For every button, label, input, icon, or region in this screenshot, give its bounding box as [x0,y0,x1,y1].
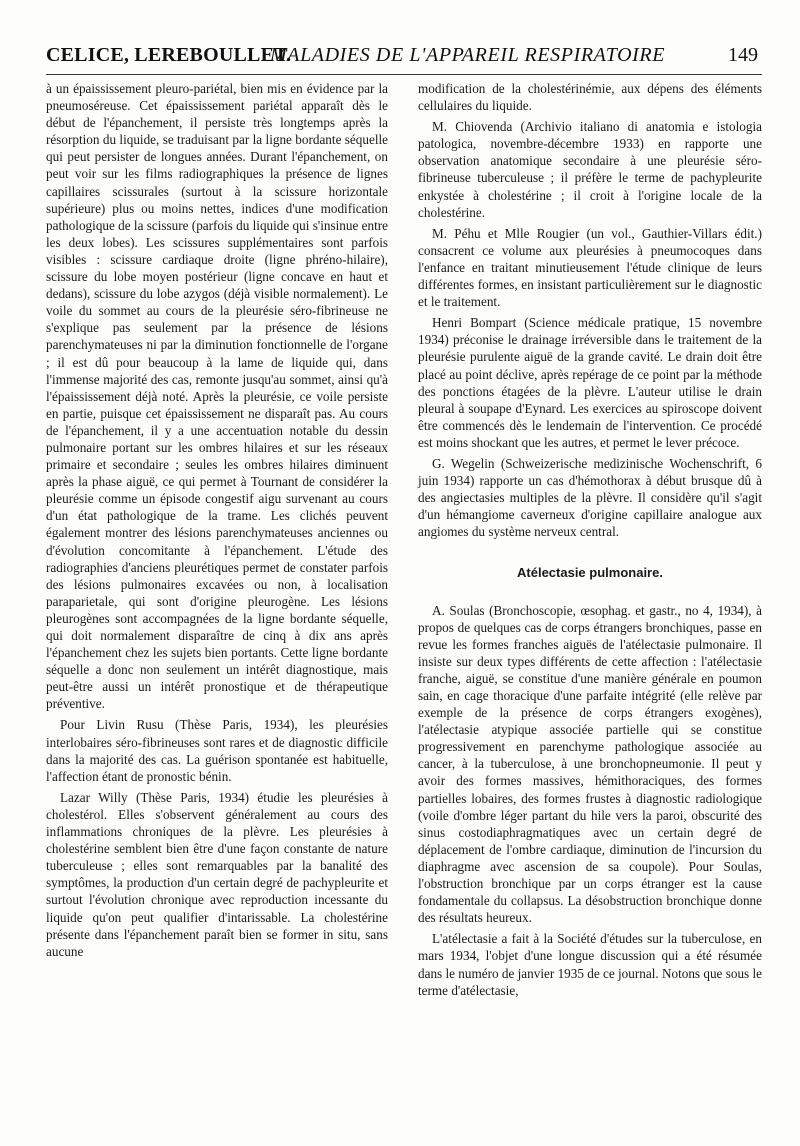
paragraph: G. Wegelin (Schweizerische medizinische Wochenschrift, 6 juin 1934) rapporte un cas d'hémothorax à début brusque dû à des angiectasies multiples de la plèvre. Il considère qu'il s'agit d'un hémangiome caverneux d'origine capillaire analogue aux angiomes du système nerveux central. [418,455,762,540]
header-title: MALADIES DE L'APPAREIL RESPIRATOIRE [270,44,666,66]
paragraph: Henri Bompart (Science médicale pratique, 15 novembre 1934) préconise le drainage irréversible dans le traitement de la pleurésie purulente aiguë de la grande cavité. Le drain doit être placé au point déclive, après repérage de ce point par la méthode des ponctions étagées de la plèvre. L'auteur utilise le drain pleural à soupape d'Eynard. Les exercices au spiroscope doivent être commencés dès le lendemain de l'intervention. Ce procédé est moins shockant que les autres, et permet le lever précoce. [418,315,762,450]
paragraph: L'atélectasie a fait à la Société d'études sur la tuberculose, en mars 1934, l'objet d'une longue discussion qui a été résumée dans le numéro de janvier 1935 de ce journal. Notons que sous le terme d'atélectasie, [418,931,762,998]
paragraph: Pour Livin Rusu (Thèse Paris, 1934), les pleurésies interlobaires séro-fibrineuses sont rares et de diagnostic difficile dans la majorité des cas. La guérison spontanée est habituelle, l'affection étant de pronostic bénin. [46,717,388,784]
paragraph: M. Péhu et Mlle Rougier (un vol., Gauthier-Villars édit.) consacrent ce volume aux pleurésies à pneumocoques dans l'enfance en traitant minutieusement l'étude clinique de leurs différentes formes, en insistant particulièrement sur le diagnostic et le traitement. [418,225,762,310]
journal-page [46,40,762,1130]
paragraph: modification de la cholestérinémie, aux dépens des éléments cellulaires du liquide. [418,81,762,114]
paragraph: M. Chiovenda (Archivio italiano di anatomia e istologia patologica, novembre-décembre 1933) en rapporte une observation anatomique secondaire à une pleurésie séro-fibrineuse tuberculeuse ; il préfère le terme de pachypleurite enkystée à cholestérine ; il croit à l'origine locale de la cholestérine. [418,119,762,220]
running-header [46,40,762,75]
page-number: 149 [728,44,758,66]
paragraph: à un épaississement pleuro-pariétal, bien mis en évidence par la pneumoséreuse. Cet épaississement pariétal apparaît dès le début de l'épanchement, il persiste très longtemps après la résorption du liquide, se traduisant par la ligne bordante séquelle qui peut persister de longues années. Durant l'épanchement, on peut voir sur les films radiographiques la présence de lignes capillaires scissurales (surtout à la scissure horizontale supérieure) plus ou moins nettes, indices d'une modification pathologique de la scissure (parfois du liquide qui s'insinue entre les deux lobes). Les scissures supplémentaires sont parfois visibles : scissure cardiaque droite (ligne phréno-hilaire), scissure du lobe moyen postérieur (ligne concave en haut et dedans), scissure du lobe azygos (déjà visible normalement). Le voile du sommet au cours de la pleurésie séro-fibrineuse ne s'explique pas seulement par la présence de lésions parenchymateuses ni par la diminution fonctionnelle de l'organe ; il est dû pour beaucoup à la lame de liquide qui, dans l'immense majorité des cas, remonte jusqu'au sommet, ainsi qu'à l'épaississement déjà noté. Après la pleurésie, ce voile persiste en partie, puisque cet épaississement ne disparaît pas. Au cours de l'épanchement, il y a une accentuation notable du dessin pulmonaire portant sur les ombres hilaires et sur les réseaux primaire et secondaire ; seules les ombres hilaires diminuent après la phase aiguë, ce qui permet à Tournant de considérer la pleurésie comme un épisode congestif aigu survenant au cours d'un état pathologique de la trame. Les clichés peuvent également montrer des lésions parenchymateuses anciennes ou d'évolution concomitante à l'épanchement. L'étude des radiographies d'anciens pleurétiques permet de constater parfois des lésions pulmonaires excavées ou non, à localisation paraparietale, qui sont d'origine pleurogène. Les lésions pleurogènes sont accompagnées de la ligne bordante séquelle, qui doit normalement disparaître de cinq à dix ans après l'épanchement chez les sujets bien portants. Cette ligne bordante séquelle a donc non seulement un intérêt diagnostique, mais peut-être aussi un intérêt pronostique et de thérapeutique préventive. [46,81,388,712]
left-column [46,80,388,960]
header-authors: CELICE, LEREBOULLET. [46,44,292,66]
section-title: Atélectasie pulmonaire. [517,565,663,581]
right-column [418,80,762,999]
paragraph: Lazar Willy (Thèse Paris, 1934) étudie les pleurésies à cholestérol. Elles s'observent généralement au cours des inflammations chroniques de la plèvre. Les pleurésies à cholestérine semblent bien être d'une façon constante de nature tuberculeuse ; elles sont remarquables par la banalité des symptômes, la production d'un certain degré de pachypleurite et surtout l'évolution chronique avec reproduction incessante du liquide qu'on peut qualifier d'intarissable. La cholestérine présente dans l'épanchement paraît bien se former in situ, sans aucune [46,789,388,959]
paragraph: A. Soulas (Bronchoscopie, œsophag. et gastr., no 4, 1934), à propos de quelques cas de corps étrangers bronchiques, passe en revue les formes franches aiguës de l'atélectasie pulmonaire. Il insiste sur deux types différents de cette affection : l'atélectasie franche, aiguë, se constitue d'une manière générale en poumon sain, en cage thoracique d'une parfaite intégrité (elle relève par exemple de la présence de corps étrangers exogènes), l'atélectasie atypique associée partielle qui se constitue progressivement en parenchyme pathologique associée au cancer, à la tuberculose, à une bronchopneumonie. Il peut y avoir des formes massives, hémithoraciques, des formes partielles lobaires, des formes frustes à diagnostic radiologique (voile d'ombre léger partant du hile vers la paroi, obscurité des sinus costodiaphragmatiques avec un certain degré de déplacement de l'ombre cardiaque, diminution de l'incursion du diaphragme avec ascension de sa coupole). Pour Soulas, l'obstruction bronchique par un corps étranger est la cause fondamentale du collapsus. La désobstruction bronchique donne des résultats heureux. [418,602,762,926]
